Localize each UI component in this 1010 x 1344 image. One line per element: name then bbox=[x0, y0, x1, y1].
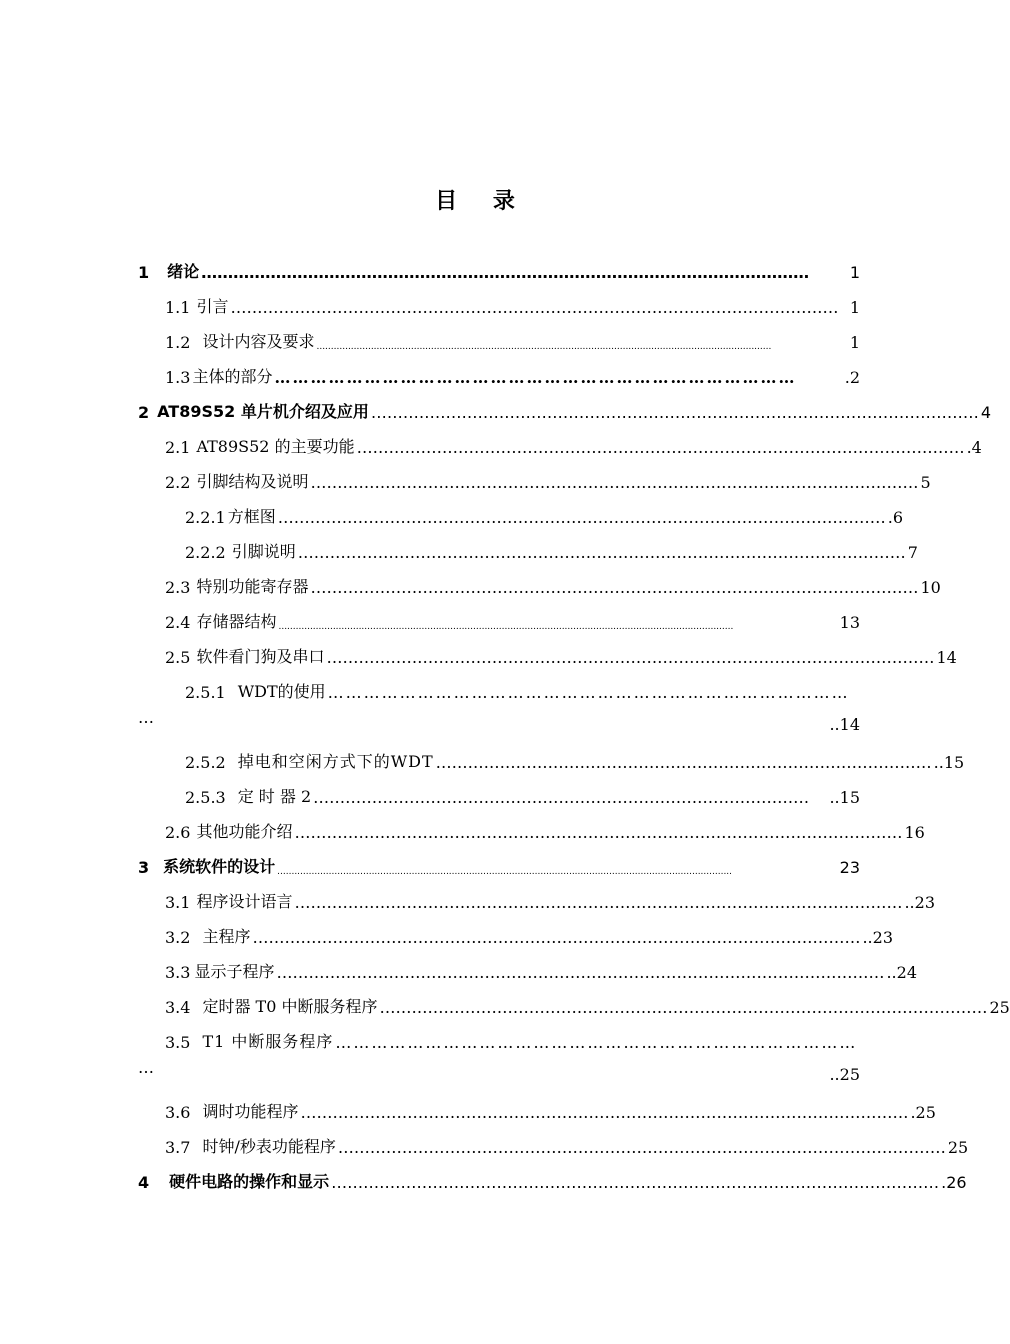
toc-entry-label: 系统软件的设计 bbox=[163, 857, 276, 876]
dot-leader: ............................................................................................................................................................... bbox=[277, 867, 733, 877]
toc-entry-number: 3.1 bbox=[165, 893, 191, 912]
toc-entry[interactable] bbox=[165, 291, 860, 317]
toc-entry-number: 3.5 bbox=[165, 1033, 191, 1052]
toc-entry[interactable] bbox=[138, 256, 860, 282]
toc-entry-label: 引言 bbox=[196, 297, 229, 316]
toc-entry-number: 3.4 bbox=[165, 998, 191, 1017]
toc-entry[interactable] bbox=[165, 431, 982, 457]
toc-entry-label: 调时功能程序 bbox=[202, 1102, 299, 1121]
toc-entry[interactable] bbox=[165, 1096, 936, 1122]
toc-entry-page: 25 bbox=[947, 1138, 969, 1157]
toc-entry[interactable] bbox=[165, 816, 925, 842]
toc-entry-label: 硬件电路的操作和显示 bbox=[169, 1172, 330, 1191]
toc-entry[interactable] bbox=[185, 676, 860, 702]
dot-leader: …………………………………………………………………………………………………… bbox=[331, 1173, 940, 1192]
toc-entry-page: .6 bbox=[887, 508, 903, 527]
toc-entry-page: 1 bbox=[849, 298, 860, 317]
toc-entry[interactable] bbox=[185, 501, 903, 527]
toc-entry-page: 13 bbox=[839, 613, 860, 632]
dot-leader: …………………………………………………………………………………………………… bbox=[297, 543, 906, 562]
dot-leader: …………………………………………………………………………………………………… bbox=[294, 893, 903, 912]
dot-leader: …………………………………………………………………………………………………… bbox=[201, 263, 810, 282]
toc-entry-label: WDT的使用 bbox=[237, 682, 326, 701]
toc-entry-page: ..25 bbox=[829, 1065, 860, 1084]
dot-leader: …………………………………………………………………………………………………… bbox=[300, 1103, 909, 1122]
toc-entry-page: ..15 bbox=[829, 788, 860, 807]
toc-entry-number: 3.2 bbox=[165, 928, 191, 947]
toc-entry-page: 1 bbox=[849, 263, 860, 282]
toc-entry-page: ..14 bbox=[829, 715, 860, 734]
toc-entry-label: 主程序 bbox=[202, 927, 251, 946]
toc-entry-label: 显示子程序 bbox=[194, 962, 275, 981]
toc-entry-page: 25 bbox=[989, 998, 1010, 1017]
dot-leader: …………………………………………………………………………… bbox=[274, 368, 797, 387]
toc-entry[interactable] bbox=[165, 886, 935, 912]
toc-entry-label: AT89S52 单片机介绍及应用 bbox=[157, 402, 369, 421]
toc-entry-page: 10 bbox=[920, 578, 941, 597]
toc-entry-label: 定 时 器 2 bbox=[237, 787, 312, 806]
toc-entry-page: ..23 bbox=[904, 893, 935, 912]
toc-entry-page: 5 bbox=[920, 473, 931, 492]
toc-entry-number: 4 bbox=[138, 1173, 150, 1192]
dot-leader: …………………………………………………………………………… bbox=[335, 1033, 858, 1052]
toc-entry-page: 16 bbox=[904, 823, 925, 842]
toc-entry[interactable] bbox=[165, 956, 917, 982]
toc-entry-label: 设计内容及要求 bbox=[202, 332, 315, 351]
toc-entry[interactable] bbox=[185, 781, 860, 807]
dot-leader: …………………………………………………………………………………………………… bbox=[370, 403, 979, 422]
toc-entry-label: 存储器结构 bbox=[196, 612, 277, 631]
toc-entry-number: 2.2 bbox=[165, 473, 191, 492]
dot-leader: …………………………………………………………………………………………………… bbox=[337, 1138, 946, 1157]
toc-entry-number: 1 bbox=[138, 263, 150, 282]
toc-entry-page: ..23 bbox=[862, 928, 893, 947]
toc-entry-page: .4 bbox=[966, 438, 982, 457]
toc-entry-label: 绪论 bbox=[167, 262, 200, 281]
dot-leader: …………………………………………………………………………………………………… bbox=[294, 823, 903, 842]
toc-entry-label: 主体的部分 bbox=[192, 367, 273, 386]
toc-entry[interactable] bbox=[165, 606, 860, 632]
toc-entry-label: 程序设计语言 bbox=[196, 892, 293, 911]
toc-entry-label: 引脚说明 bbox=[231, 542, 296, 561]
toc-entry-page: 1 bbox=[849, 333, 860, 352]
toc-entry-number: 2.2.2 bbox=[185, 543, 226, 562]
toc-entry-number: 2.4 bbox=[165, 613, 191, 632]
toc-entry-label: 方框图 bbox=[227, 507, 276, 526]
toc-entry-page: 14 bbox=[936, 648, 957, 667]
toc-entry[interactable] bbox=[165, 361, 860, 387]
toc-entry[interactable] bbox=[138, 851, 860, 877]
toc-entry-label: T1 中断服务程序 bbox=[202, 1032, 334, 1051]
dot-leader: …………………………………………………………………………………………………… bbox=[310, 473, 919, 492]
toc-entry-label: 特别功能寄存器 bbox=[196, 577, 309, 596]
toc-entry-label: 其他功能介绍 bbox=[196, 822, 293, 841]
page-title: 目 录 bbox=[435, 189, 529, 214]
toc-entry[interactable] bbox=[185, 746, 965, 772]
toc-entry-number: 1.2 bbox=[165, 333, 191, 352]
toc-entry[interactable] bbox=[165, 991, 1010, 1017]
toc-entry[interactable] bbox=[165, 1131, 969, 1157]
dot-leader: ............................................................................................................................................................... bbox=[316, 342, 772, 352]
toc-entry-number: 3.7 bbox=[165, 1138, 191, 1157]
dot-leader: …………………………………………………………………………………………………… bbox=[252, 928, 861, 947]
toc-entry[interactable] bbox=[138, 396, 992, 422]
dot-leader: …………………………………………………………………………………………………… bbox=[310, 578, 919, 597]
toc-entry-number: 1.3 bbox=[165, 368, 191, 387]
toc-entry-page: ..15 bbox=[933, 753, 965, 772]
toc-entry[interactable] bbox=[165, 641, 957, 667]
toc-entry-number: 2 bbox=[138, 403, 150, 422]
toc-entry-number: 3 bbox=[138, 858, 150, 877]
dot-leader-continued: … bbox=[138, 1058, 154, 1077]
toc-entry-number: 2.1 bbox=[165, 438, 191, 457]
toc-entry[interactable] bbox=[185, 536, 918, 562]
dot-leader: ………………………………………………………………………………… bbox=[435, 753, 932, 772]
toc-entry-number: 2.5.3 bbox=[185, 788, 226, 807]
toc-entry-number: 1.1 bbox=[165, 298, 191, 317]
toc-entry-number: 2.2.1 bbox=[185, 508, 226, 527]
toc-entry[interactable] bbox=[165, 326, 860, 352]
toc-entry-number: 2.3 bbox=[165, 578, 191, 597]
toc-entry-label: 软件看门狗及串口 bbox=[196, 647, 325, 666]
toc-entry[interactable] bbox=[165, 466, 931, 492]
toc-entry[interactable] bbox=[165, 1026, 860, 1052]
dot-leader: …………………………………………………………………………………………………… bbox=[356, 438, 965, 457]
toc-entry-number: 2.5.1 bbox=[185, 683, 226, 702]
dot-leader: …………………………………………………………………………… bbox=[327, 683, 850, 702]
toc-entry-number: 2.5 bbox=[165, 648, 191, 667]
toc-entry-label: AT89S52 的主要功能 bbox=[196, 437, 355, 456]
toc-entry[interactable] bbox=[165, 921, 893, 947]
toc-entry-label: 定时器 T0 中断服务程序 bbox=[202, 997, 378, 1016]
toc-entry-label: 时钟/秒表功能程序 bbox=[202, 1137, 336, 1156]
dot-leader-continued: … bbox=[138, 708, 154, 727]
toc-entry-label: 引脚结构及说明 bbox=[196, 472, 309, 491]
toc-entry-page: ..24 bbox=[886, 963, 917, 982]
toc-entry[interactable] bbox=[165, 571, 941, 597]
toc-entry-number: 2.6 bbox=[165, 823, 191, 842]
toc-entry[interactable] bbox=[138, 1166, 967, 1192]
toc-entry-page: 7 bbox=[907, 543, 918, 562]
dot-leader: …………………………………………………………………………………………………… bbox=[326, 648, 935, 667]
toc-entry-page: .25 bbox=[910, 1103, 936, 1122]
toc-entry-label: 掉电和空闲方式下的WDT bbox=[237, 752, 434, 771]
toc-entry-number: 2.5.2 bbox=[185, 753, 226, 772]
dot-leader: …………………………………………………………………………………………………… bbox=[277, 508, 886, 527]
dot-leader: ………………………………………………………………………………… bbox=[313, 788, 810, 807]
toc-entry-number: 3.3 bbox=[165, 963, 191, 982]
dot-leader: …………………………………………………………………………………………………… bbox=[276, 963, 885, 982]
dot-leader: ............................................................................................................................................................... bbox=[278, 622, 734, 632]
toc-entry-number: 3.6 bbox=[165, 1103, 191, 1122]
toc-entry-page: 23 bbox=[839, 858, 860, 877]
toc-entry-page: .26 bbox=[941, 1173, 967, 1192]
dot-leader: …………………………………………………………………………………………………… bbox=[230, 298, 839, 317]
toc-entry-page: 4 bbox=[980, 403, 992, 422]
dot-leader: …………………………………………………………………………………………………… bbox=[379, 998, 988, 1017]
toc-entry-page: .2 bbox=[844, 368, 860, 387]
